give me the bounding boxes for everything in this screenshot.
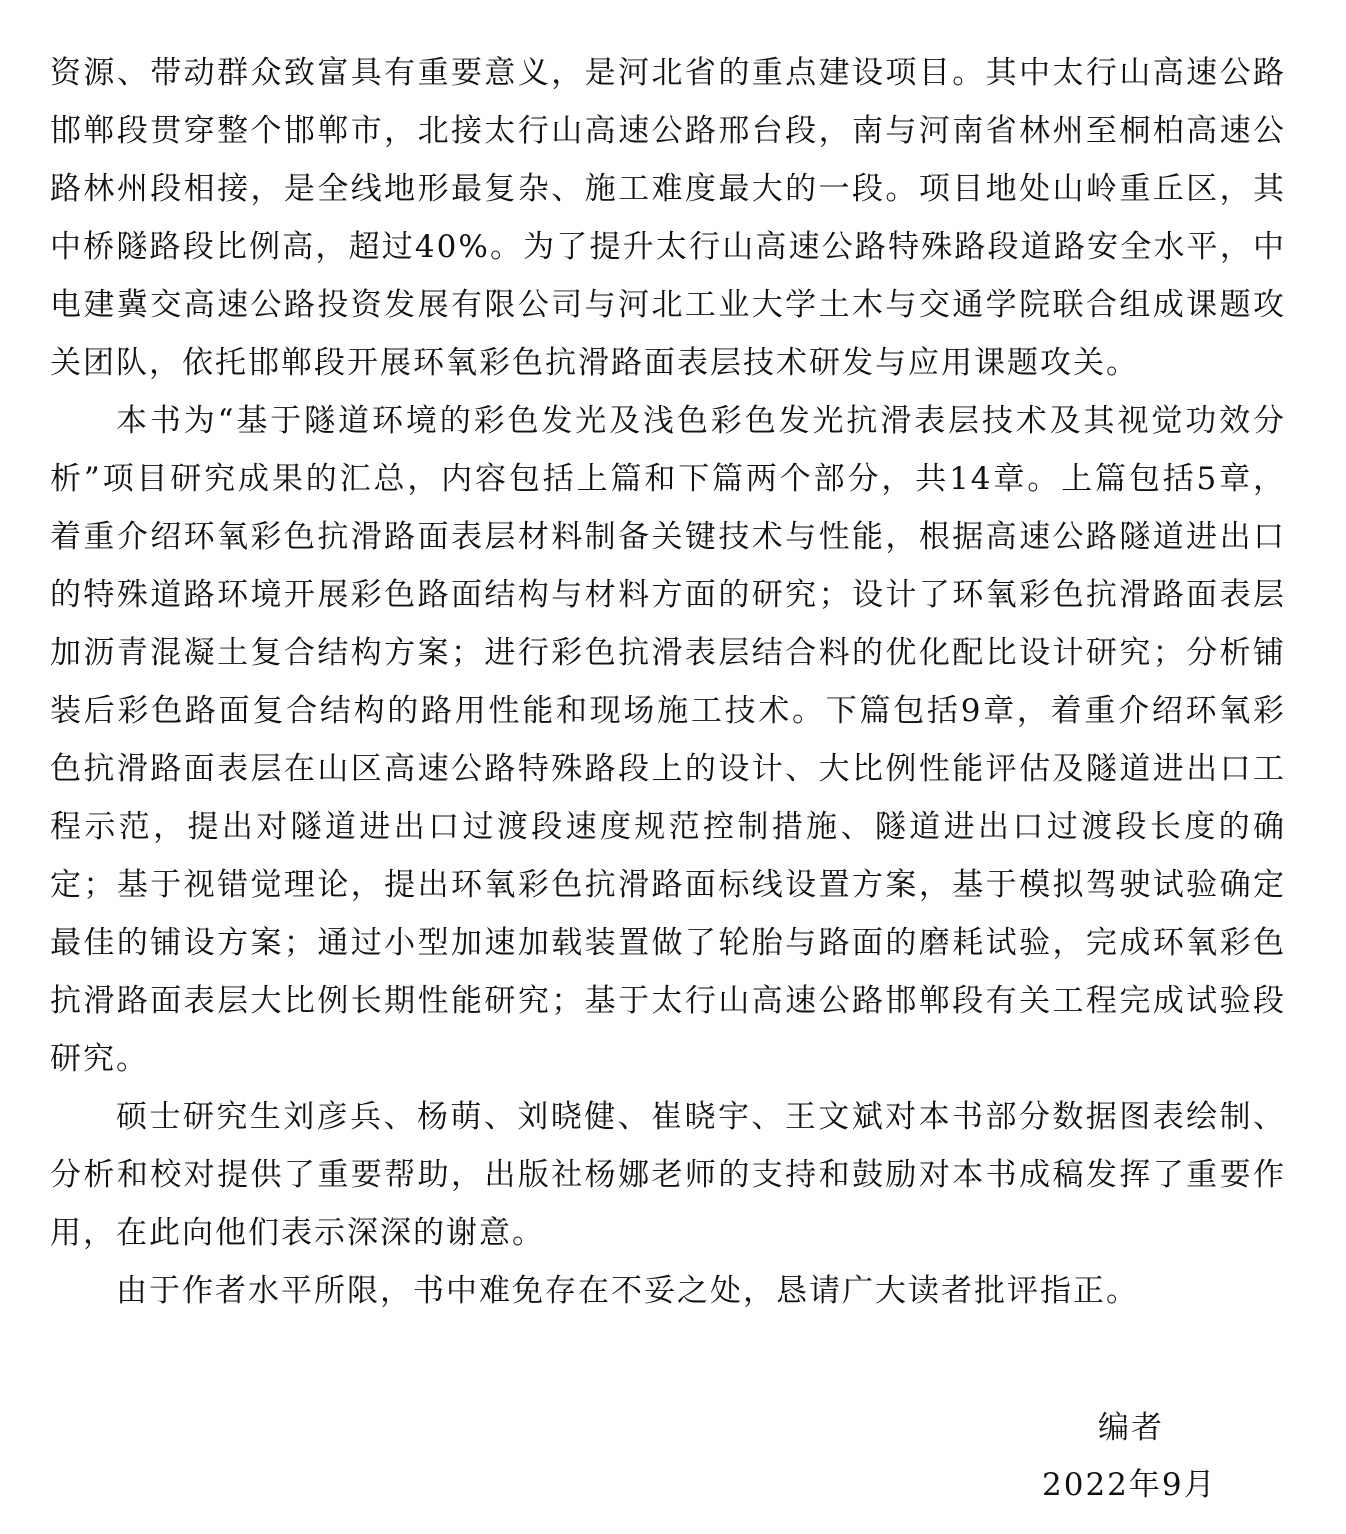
text-line: 色抗滑路面表层在山区高速公路特殊路段上的设计、大比例性能评估及隧道进出口工 <box>50 751 1286 787</box>
text-line: 的特殊道路环境开展彩色路面结构与材料方面的研究；设计了环氧彩色抗滑路面表层 <box>50 577 1286 613</box>
text-line: 着重介绍环氧彩色抗滑路面表层材料制备关键技术与性能，根据高速公路隧道进出口 <box>50 519 1286 555</box>
text-line: 硕士研究生刘彦兵、杨萌、刘晓健、崔晓宇、王文斌对本书部分数据图表绘制、 <box>116 1099 1286 1135</box>
preface-body <box>50 44 1286 1320</box>
paragraph-3 <box>50 1088 1286 1262</box>
signature-date: 2022年9月 <box>1042 1467 1217 1503</box>
paragraph-4 <box>50 1262 1286 1320</box>
paragraph-1 <box>50 44 1286 392</box>
paragraph-2 <box>50 392 1286 1088</box>
text-line: 抗滑路面表层大比例长期性能研究；基于太行山高速公路邯郸段有关工程完成试验段 <box>50 983 1286 1019</box>
text-line: 邯郸段贯穿整个邯郸市，北接太行山高速公路邢台段，南与河南省林州至桐柏高速公 <box>50 113 1286 149</box>
text-line: 分析和校对提供了重要帮助，出版社杨娜老师的支持和鼓励对本书成稿发挥了重要作 <box>50 1157 1286 1193</box>
text-line: 用，在此向他们表示深深的谢意。 <box>50 1215 545 1251</box>
text-line: 最佳的铺设方案；通过小型加速加载装置做了轮胎与路面的磨耗试验，完成环氧彩色 <box>50 925 1286 961</box>
text-line: 电建冀交高速公路投资发展有限公司与河北工业大学土木与交通学院联合组成课题攻 <box>50 287 1286 323</box>
text-line: 程示范，提出对隧道进出口过渡段速度规范控制措施、隧道进出口过渡段长度的确 <box>50 809 1286 845</box>
text-line: 加沥青混凝土复合结构方案；进行彩色抗滑表层结合料的优化配比设计研究；分析铺 <box>50 635 1286 671</box>
text-line: 关团队，依托邯郸段开展环氧彩色抗滑路面表层技术研发与应用课题攻关。 <box>50 345 1139 381</box>
text-line: 析”项目研究成果的汇总，内容包括上篇和下篇两个部分，共14章。上篇包括5章， <box>50 461 1286 497</box>
signature-author: 编者 <box>1098 1410 1164 1446</box>
text-line: 研究。 <box>50 1041 149 1077</box>
text-line: 本书为“基于隧道环境的彩色发光及浅色彩色发光抗滑表层技术及其视觉功效分 <box>116 403 1286 439</box>
text-line: 路林州段相接，是全线地形最复杂、施工难度最大的一段。项目地处山岭重丘区，其 <box>50 171 1286 207</box>
text-line: 中桥隧路段比例高，超过40%。为了提升太行山高速公路特殊路段道路安全水平，中 <box>50 229 1286 265</box>
text-line: 由于作者水平所限，书中难免存在不妥之处，恳请广大读者批评指正。 <box>116 1273 1139 1309</box>
text-line: 装后彩色路面复合结构的路用性能和现场施工技术。下篇包括9章，着重介绍环氧彩 <box>50 693 1286 729</box>
text-line: 资源、带动群众致富具有重要意义，是河北省的重点建设项目。其中太行山高速公路 <box>50 55 1286 91</box>
text-line: 定；基于视错觉理论，提出环氧彩色抗滑路面标线设置方案，基于模拟驾驶试验确定 <box>50 867 1286 903</box>
